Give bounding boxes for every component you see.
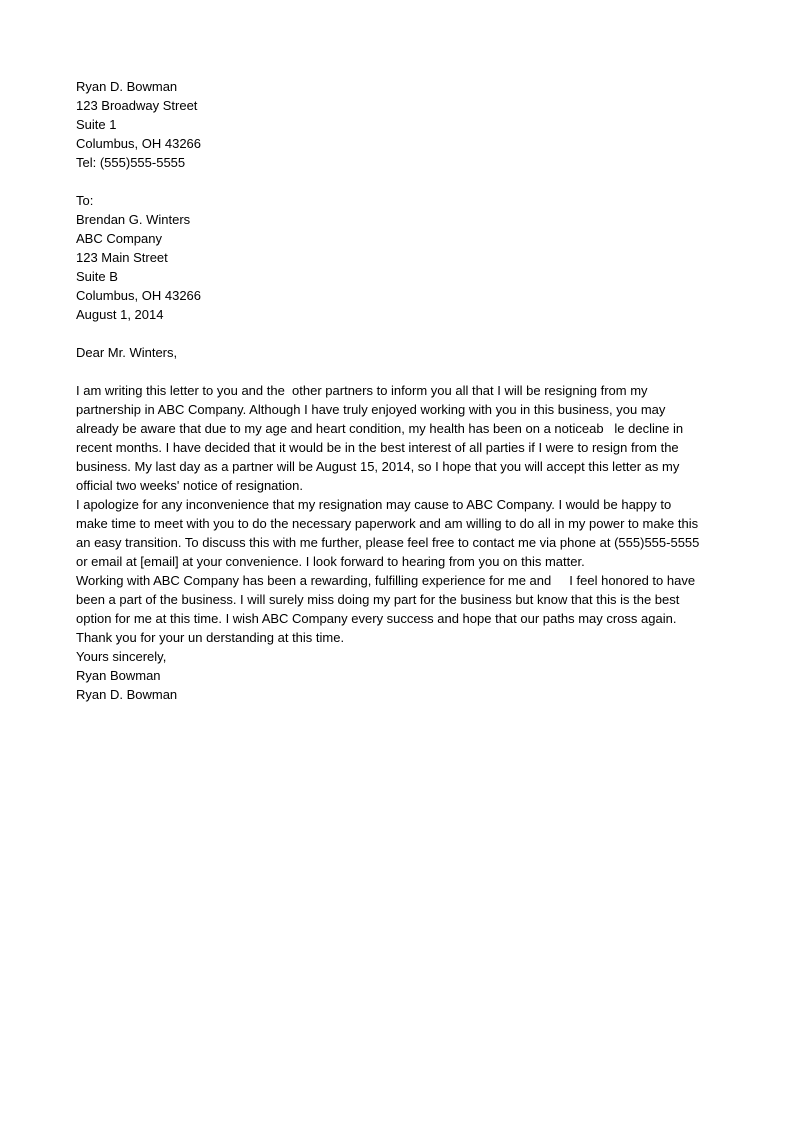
recipient-company: ABC Company bbox=[76, 231, 162, 246]
paragraph-line: recent months. I have decided that it would be in the best interest of all parties if I were to resign from the bbox=[76, 440, 679, 455]
paragraph-line: been a part of the business. I will surely miss doing my part for the business but know that this is the best bbox=[76, 592, 680, 607]
printed-name: Ryan D. Bowman bbox=[76, 687, 178, 702]
paragraph-line: official two weeks' notice of resignation. bbox=[76, 478, 303, 493]
letter-body bbox=[76, 77, 716, 704]
spacer bbox=[76, 362, 716, 381]
signature: Ryan Bowman bbox=[76, 668, 161, 683]
recipient-name: Brendan G. Winters bbox=[76, 212, 191, 227]
sender-suite: Suite 1 bbox=[76, 117, 117, 132]
paragraph-line: Working with ABC Company has been a rewarding, fulfilling experience for me and I feel honored to have bbox=[76, 573, 696, 588]
paragraph-line: I am writing this letter to you and the other partners to inform you all that I will be resigning from my bbox=[76, 383, 648, 398]
recipient-suite: Suite B bbox=[76, 269, 118, 284]
sender-city: Columbus, OH 43266 bbox=[76, 136, 202, 151]
paragraph-line: option for me at this time. I wish ABC Company every success and hope that our paths may cross again. bbox=[76, 611, 677, 626]
paragraph-line: business. My last day as a partner will be August 15, 2014, so I hope that you will accept this letter as my bbox=[76, 459, 680, 474]
spacer bbox=[76, 172, 716, 191]
paragraph-line: already be aware that due to my age and heart condition, my health has been on a noticeab le decline in bbox=[76, 421, 684, 436]
paragraph-line: or email at [email] at your convenience. I look forward to hearing from you on this matter. bbox=[76, 554, 585, 569]
valediction: Yours sincerely, bbox=[76, 649, 167, 664]
paragraph-1 bbox=[76, 381, 716, 495]
sender-tel: Tel: (555)555-5555 bbox=[76, 155, 186, 170]
spacer bbox=[76, 324, 716, 343]
recipient-city: Columbus, OH 43266 bbox=[76, 288, 202, 303]
sender-address-block bbox=[76, 77, 716, 172]
paragraph-line: Thank you for your un derstanding at this time. bbox=[76, 630, 345, 645]
paragraph-line: I apologize for any inconvenience that my resignation may cause to ABC Company. I would be happy to bbox=[76, 497, 672, 512]
closing-block bbox=[76, 647, 716, 704]
to-label: To: bbox=[76, 193, 94, 208]
recipient-address-block bbox=[76, 191, 716, 324]
sender-street: 123 Broadway Street bbox=[76, 98, 198, 113]
salutation: Dear Mr. Winters, bbox=[76, 345, 178, 360]
paragraph-2 bbox=[76, 495, 716, 571]
paragraph-line: make time to meet with you to do the necessary paperwork and am willing to do all in my power to make this bbox=[76, 516, 699, 531]
paragraph-line: partnership in ABC Company. Although I have truly enjoyed working with you in this business, you may bbox=[76, 402, 666, 417]
recipient-street: 123 Main Street bbox=[76, 250, 168, 265]
paragraph-3 bbox=[76, 571, 716, 647]
sender-name: Ryan D. Bowman bbox=[76, 79, 178, 94]
letter-date: August 1, 2014 bbox=[76, 307, 164, 322]
paragraph-line: an easy transition. To discuss this with me further, please feel free to contact me via phone at (555)555-5555 bbox=[76, 535, 700, 550]
